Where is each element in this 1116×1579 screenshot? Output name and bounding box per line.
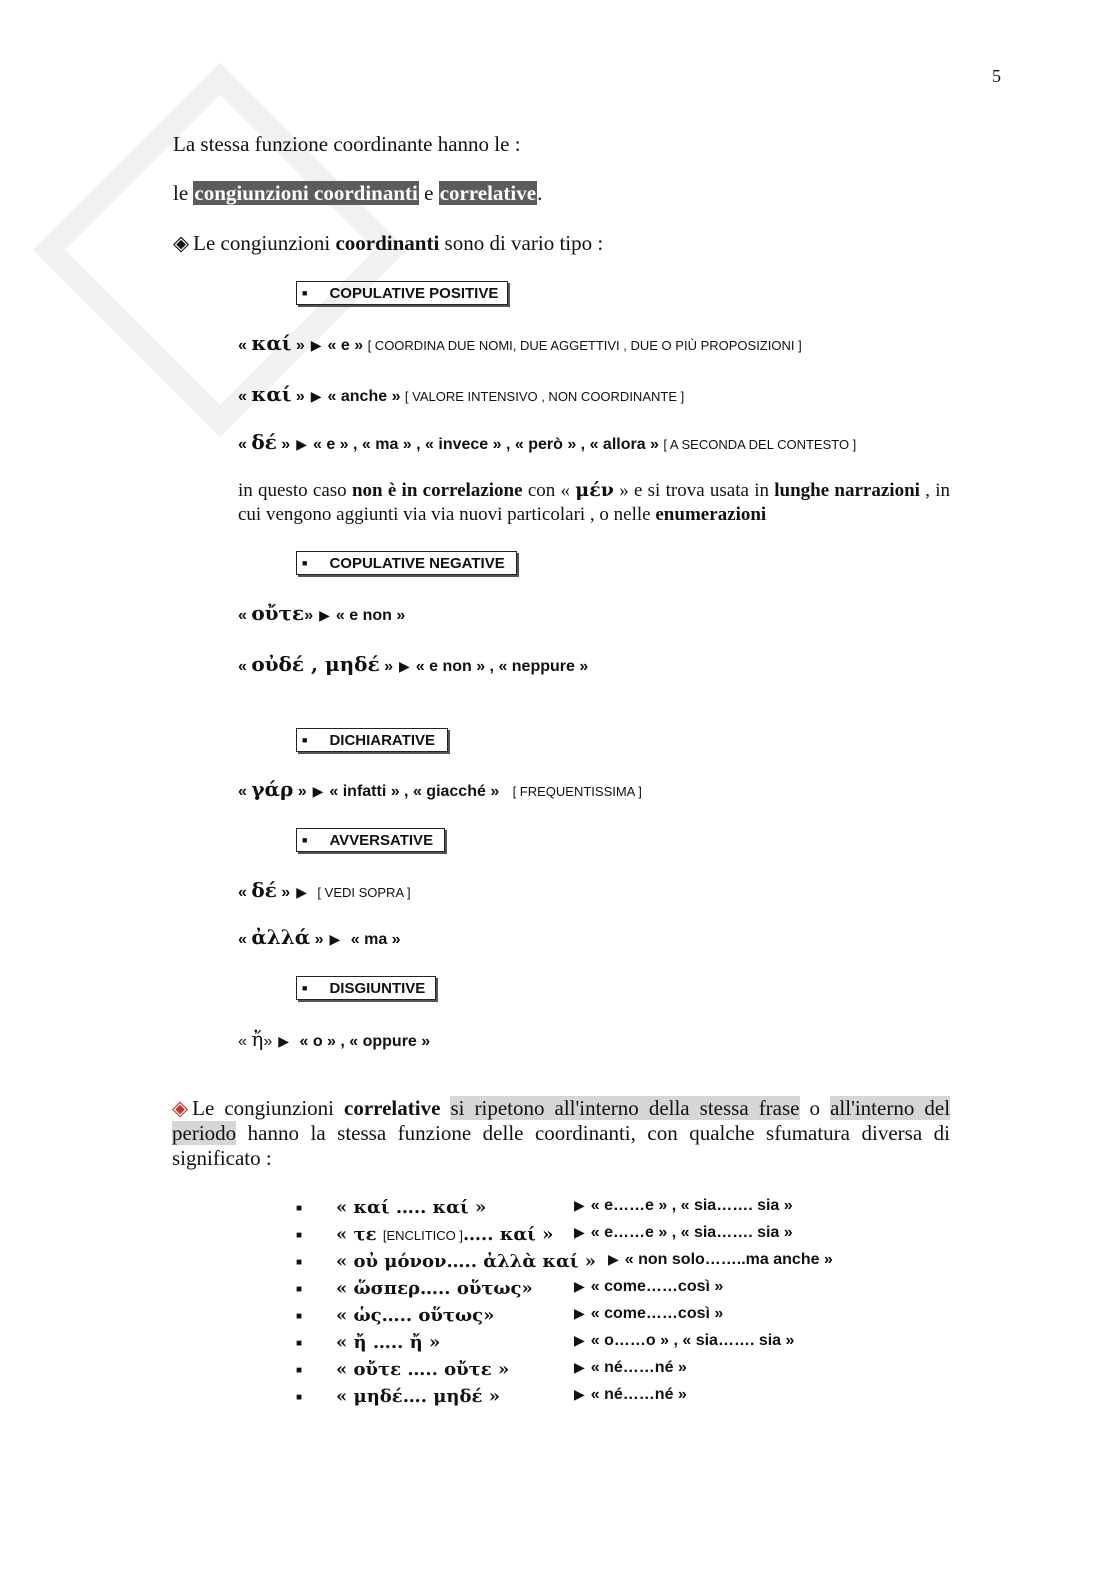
square-bullet-icon: ■ (296, 1311, 303, 1322)
square-bullet-icon: ■ (302, 735, 308, 745)
list-item: ■ « οὔτε ….. οὔτε » ▶ « né……né » (296, 1359, 687, 1380)
arrow-icon: ▶ (574, 1278, 585, 1294)
square-bullet-icon: ■ (302, 983, 308, 993)
square-bullet-icon: ■ (296, 1365, 303, 1376)
arrow-icon: ▶ (398, 658, 410, 674)
intro-line: La stessa funzione coordinante hanno le : (173, 132, 521, 156)
entry-oude-mede: « οὐδέ , μηδέ » ▶ « e non » , « neppure » (238, 652, 589, 676)
diamond-bullet-icon: ◈ (173, 231, 190, 255)
arrow-icon: ▶ (310, 388, 322, 404)
heading-copulative-negative: ■ COPULATIVE NEGATIVE (296, 551, 517, 575)
entry-kai-e: « καί » ▶ « e » [ COORDINA DUE NOMI, DUE AGGETTIVI , DUE O PIÙ PROPOSIZIONI ] (238, 331, 802, 355)
square-bullet-icon: ■ (302, 558, 308, 568)
de-explanation-paragraph: in questo caso non è in correlazione con « μέν » e si trova usata in lunghe narrazioni , in cui vengono aggiunti via via nuovi particolari , o nelle enumerazioni (238, 479, 950, 525)
list-item: ■ « τε [ENCLITICO ]….. καί » ▶ « e……e » , « sia……. sia » (296, 1224, 793, 1245)
highlight-period: all'interno del periodo (172, 1096, 951, 1145)
arrow-icon: ▶ (574, 1332, 585, 1348)
arrow-icon: ▶ (278, 1033, 290, 1049)
arrow-icon: ▶ (574, 1386, 585, 1402)
square-bullet-icon: ■ (296, 1257, 303, 1268)
square-bullet-icon: ■ (302, 835, 308, 845)
arrow-icon: ▶ (312, 783, 324, 799)
highlight-correlative: correlative (439, 181, 537, 205)
arrow-icon: ▶ (608, 1251, 619, 1267)
square-bullet-icon: ■ (302, 288, 308, 298)
arrow-icon: ▶ (319, 607, 330, 623)
heading-disgiuntive: ■ DISGIUNTIVE (296, 976, 436, 1000)
entry-de-vedi-sopra: « δέ » ▶ [ VEDI SOPRA ] (238, 878, 411, 902)
square-bullet-icon: ■ (296, 1284, 303, 1295)
conjunction-types-line: le congiunzioni coordinanti e correlative. (173, 181, 543, 205)
square-bullet-icon: ■ (296, 1338, 303, 1349)
diamond-bullet-icon: ◈ (172, 1096, 189, 1120)
list-item: ■ « ὥσπερ….. οὕτως» ▶ « come……così » (296, 1278, 724, 1299)
square-bullet-icon: ■ (296, 1230, 303, 1241)
arrow-icon: ▶ (329, 931, 341, 947)
page-number: 5 (992, 66, 1001, 86)
list-item: ■ « ὡς….. οὕτως» ▶ « come……così » (296, 1305, 724, 1326)
square-bullet-icon: ■ (296, 1203, 303, 1214)
highlight-coordinanti: congiunzioni coordinanti (194, 181, 418, 205)
heading-copulative-positive: ■ COPULATIVE POSITIVE (296, 281, 508, 305)
list-item: ■ « καί ….. καί » ▶ « e……e » , « sia……. sia » (296, 1197, 793, 1218)
arrow-icon: ▶ (296, 436, 307, 452)
arrow-icon: ▶ (574, 1224, 585, 1240)
square-bullet-icon: ■ (296, 1392, 303, 1403)
list-item: ■ « μηδέ…. μηδέ » ▶ « né……né » (296, 1386, 687, 1407)
correlative-paragraph: ◈ Le congiunzioni correlative si ripetono all'interno della stessa frase o all'interno del periodo hanno la stessa funzione delle coordinanti, con qualche sfumatura diversa di significato : (172, 1096, 951, 1170)
arrow-icon: ▶ (574, 1305, 585, 1321)
heading-avversative: ■ AVVERSATIVE (296, 828, 445, 852)
entry-gar: « γάρ » ▶ « infatti » , « giacché » [ FREQUENTISSIMA ] (238, 777, 642, 801)
arrow-icon: ▶ (574, 1359, 585, 1375)
list-item: ■ « ἤ ….. ἤ » ▶ « o……o » , « sia……. sia » (296, 1332, 795, 1353)
highlight-same-sentence: si ripetono all'interno della stessa frase (450, 1096, 800, 1120)
heading-dichiarative: ■ DICHIARATIVE (296, 728, 448, 752)
entry-de: « δέ » ▶ « e » , « ma » , « invece » , « però » , « allora » [ A SECONDA DEL CONTESTO ] (238, 430, 857, 454)
entry-e: « ἤ» ▶ « o » , « oppure » (238, 1027, 431, 1051)
arrow-icon: ▶ (310, 337, 322, 353)
arrow-icon: ▶ (296, 884, 307, 900)
entry-oute: « οὔτε» ▶ « e non » (238, 601, 406, 625)
coordinanti-intro: ◈ Le congiunzioni coordinanti sono di vario tipo : (173, 231, 604, 255)
entry-alla: « ἀλλά » ▶ « ma » (238, 925, 401, 949)
arrow-icon: ▶ (574, 1197, 585, 1213)
list-item: ■ « οὐ μόνον….. ἀλλὰ καί » ▶ « non solo……..ma anche » (296, 1251, 833, 1272)
entry-kai-anche: « καί » ▶ « anche » [ VALORE INTENSIVO , NON COORDINANTE ] (238, 382, 685, 406)
